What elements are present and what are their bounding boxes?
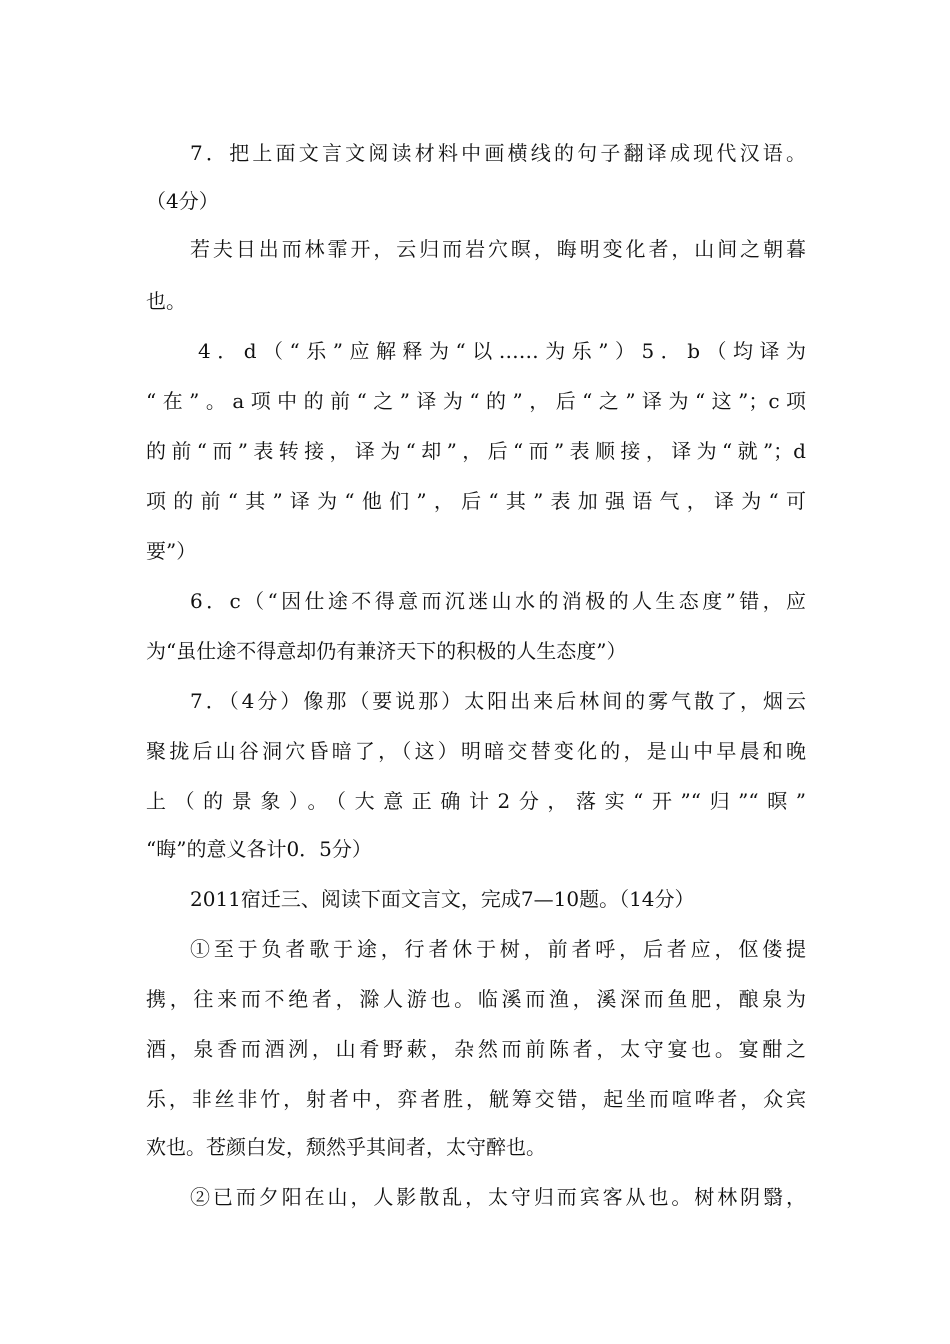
answer-7-line-4: “晦”的意义各计0．5分）	[146, 837, 372, 861]
passage-paragraph-1-line-3: 酒，泉香而酒洌，山肴野蔌，杂然而前陈者，太守宴也。宴酣之	[146, 1037, 806, 1061]
quoted-sentence-line-1: 若夫日出而林霏开，云归而岩穴暝，晦明变化者，山间之朝暮	[190, 237, 806, 261]
answer-6-line-1: 6．c（“因仕途不得意而沉迷山水的消极的人生态度”错，应	[190, 589, 806, 613]
section-heading: 2011宿迁三、阅读下面文言文，完成7—10题。（14分）	[190, 887, 695, 911]
answer-4-5-line-4: 项的前“其”译为“他们”，后“其”表加强语气，译为“可	[146, 489, 806, 513]
answer-4-5-line-1: 4．d（“乐”应解释为“以……为乐”）5．b（均译为	[198, 339, 806, 363]
answer-7-line-1: 7．（4分）像那（要说那）太阳出来后林间的雾气散了，烟云	[190, 689, 806, 713]
answer-4-5-line-2: “在”。a项中的前“之”译为“的”，后“之”译为“这”；c项	[146, 389, 806, 413]
answer-7-line-2: 聚拢后山谷洞穴昏暗了，（这）明暗交替变化的，是山中早晨和晚	[146, 739, 806, 763]
passage-paragraph-1-line-2: 携，往来而不绝者，滁人游也。临溪而渔，溪深而鱼肥，酿泉为	[146, 987, 806, 1011]
answer-7-line-3: 上（的景象）。（大意正确计2分，落实“开”“归”“暝”	[146, 789, 806, 813]
answer-4-5-line-5: 要”）	[146, 539, 197, 563]
answer-6-line-2: 为“虽仕途不得意却仍有兼济天下的积极的人生态度”）	[146, 639, 627, 663]
passage-paragraph-1-line-4: 乐，非丝非竹，射者中，弈者胜，觥筹交错，起坐而喧哗者，众宾	[146, 1087, 806, 1111]
passage-paragraph-2-line-1: ②已而夕阳在山，人影散乱，太守归而宾客从也。树林阴翳，	[190, 1185, 806, 1209]
answer-4-5-line-3: 的前“而”表转接，译为“却”，后“而”表顺接，译为“就”；d	[146, 439, 806, 463]
quoted-sentence-line-2: 也。	[146, 289, 186, 313]
passage-paragraph-1-line-1: ①至于负者歌于途，行者休于树，前者呼，后者应，伛偻提	[190, 937, 806, 961]
question-7-prompt-line-1: 7．把上面文言文阅读材料中画横线的句子翻译成现代汉语。	[190, 141, 806, 165]
passage-paragraph-1-line-5: 欢也。苍颜白发，颓然乎其间者，太守醉也。	[146, 1135, 546, 1159]
question-7-prompt-line-2: （4分）	[146, 189, 219, 213]
